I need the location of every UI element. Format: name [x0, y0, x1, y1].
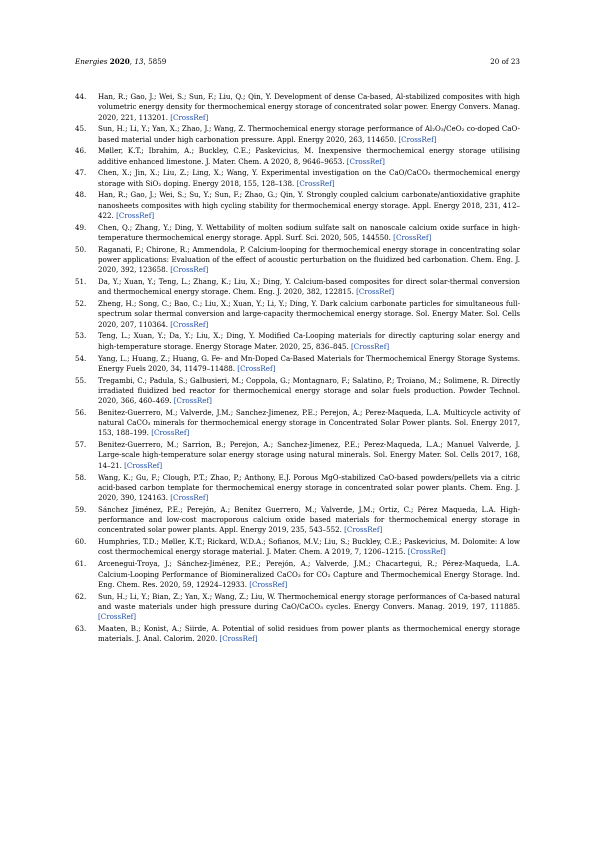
reference-number: 48. — [75, 190, 87, 200]
journal-volume: 13 — [134, 57, 144, 66]
reference-body: Sun, H.; Li, Y.; Yan, X.; Zhao, J.; Wang, Z. Thermochemical energy storage performance of Al₂O₃/CeO₂ co-doped CaO-based material under high carbonation pressure. Appl. Energy 2020, 263, 114650. — [98, 124, 520, 144]
crossref-link[interactable]: [CrossRef] — [237, 363, 276, 373]
crossref-link[interactable]: [CrossRef] — [398, 134, 437, 144]
crossref-link[interactable]: [CrossRef] — [151, 428, 190, 438]
reference-body: Benitez-Guerrero, M.; Valverde, J.M.; Sanchez-Jimenez, P.E.; Perejon, A.; Perez-Maqueda, L.A. Multicycle activity of natural CaCO₃ minerals for thermochemical energy storage in Concentrated Solar Power plants. Sol. Energy 2017, 153, 188–199. — [98, 407, 520, 438]
reference-text — [98, 440, 520, 471]
reference-text — [98, 592, 520, 623]
reference-text — [98, 245, 520, 276]
reference-number: 58. — [75, 472, 87, 482]
reference-text — [98, 559, 520, 590]
reference-body: Benitez-Guerrero, M.; Sarrion, B.; Perejon, A.; Sanchez-Jimenez, P.E.; Perez-Maqueda, L.A.; Manuel Valverde, J. Large-scale high-temperature solar energy storage using natural minerals. Sol. Energy Mater. Sol. Cells 2017, 168, 14–21. — [98, 440, 520, 470]
crossref-link[interactable]: [CrossRef] — [346, 156, 385, 166]
reference-item — [75, 223, 520, 244]
reference-number: 56. — [75, 407, 87, 417]
reference-text — [98, 505, 520, 536]
crossref-link[interactable]: [CrossRef] — [124, 460, 163, 470]
journal-year: 2020 — [109, 57, 130, 66]
reference-text — [98, 146, 520, 167]
reference-text — [98, 408, 520, 439]
crossref-link[interactable]: [CrossRef] — [407, 547, 446, 557]
reference-body: Zheng, H.; Song, C.; Bao, C.; Liu, X.; Xuan, Y.; Li, Y.; Ding, Y. Dark calcium carbonate particles for simultaneous full-spectrum solar thermal conversion and large-capacity thermochemical energy storage. Sol. Energy Mater. Sol. Cells 2020, 207, 110364. — [98, 299, 520, 329]
reference-number: 51. — [75, 277, 87, 287]
page-header — [75, 57, 520, 69]
reference-text — [98, 537, 520, 558]
reference-text — [98, 223, 520, 244]
reference-number: 63. — [75, 623, 87, 633]
reference-number: 62. — [75, 591, 87, 601]
reference-number: 46. — [75, 146, 87, 156]
reference-body: Humphries, T.D.; Møller, K.T.; Rickard, W.D.A.; Sofianos, M.V.; Liu, S.; Buckley, C.E.; Paskevicius, M. Dolomite: A low cost thermochemical energy storage material. J. Mater. Chem. A 2019, 7, 1206–1215. — [98, 537, 520, 557]
reference-text — [98, 624, 520, 645]
reference-number: 59. — [75, 504, 87, 514]
reference-item — [75, 146, 520, 167]
crossref-link[interactable]: [CrossRef] — [98, 612, 137, 622]
reference-item — [75, 592, 520, 623]
reference-item — [75, 376, 520, 407]
crossref-link[interactable]: [CrossRef] — [173, 396, 212, 406]
crossref-link[interactable]: [CrossRef] — [351, 341, 390, 351]
crossref-link[interactable]: [CrossRef] — [296, 178, 335, 188]
reference-body: Arcenegui-Troya, J.; Sánchez-Jiménez, P.E.; Perejón, A.; Valverde, J.M.; Chacartegui, R.; Pérez-Maqueda, L.A. Calcium-Looping Performance of Biomineralized CaCO₃ for CO₂ Capture and Thermochemical Energy Storage. Ind. Eng. Chem. Res. 2020, 59, 12924–12933. — [98, 559, 520, 589]
reference-number: 57. — [75, 440, 87, 450]
reference-body: Raganati, F.; Chirone, R.; Ammendola, P. Calcium-looping for thermochemical energy storage in concentrating solar power applications: Evaluation of the effect of acoustic perturbation on the fluidized bed carbonation. Chem. Eng. J. 2020, 392, 123658. — [98, 244, 520, 275]
reference-item — [75, 331, 520, 352]
journal-citation: Energies 2020, 13, 5859 — [75, 57, 167, 66]
reference-list — [75, 92, 520, 646]
reference-text — [98, 376, 520, 407]
crossref-link[interactable]: [CrossRef] — [344, 525, 383, 535]
reference-number: 45. — [75, 124, 87, 134]
reference-body: Tregambi, C.; Padula, S.; Galbusieri, M.; Coppola, G.; Montagnaro, F.; Salatino, P.; Troiano, M.; Solimene, R. Directly irradiated fluidized bed reactor for thermochemical energy storage and solar fuels production. Powder Technol. 2020, 366, 460–469. — [98, 375, 520, 406]
reference-item — [75, 92, 520, 123]
reference-body: Chen, X.; Jin, X.; Liu, Z.; Ling, X.; Wang, Y. Experimental investigation on the CaO/CaCO₃ thermochemical energy storage with SiO₂ doping. Energy 2018, 155, 128–138. — [98, 168, 520, 188]
crossref-link[interactable]: [CrossRef] — [249, 579, 288, 589]
reference-item — [75, 354, 520, 375]
crossref-link[interactable]: [CrossRef] — [170, 319, 209, 329]
reference-item — [75, 245, 520, 276]
reference-number: 60. — [75, 537, 87, 547]
crossref-link[interactable]: [CrossRef] — [356, 287, 395, 297]
reference-number: 54. — [75, 353, 87, 363]
reference-item — [75, 505, 520, 536]
reference-number: 53. — [75, 331, 87, 341]
reference-text — [98, 299, 520, 330]
reference-body: Teng, L.; Xuan, Y.; Da, Y.; Liu, X.; Ding, Y. Modified Ca-Looping materials for directly capturing solar energy and high-temperature storage. Energy Storage Mater. 2020, 25, 836–845. — [98, 331, 520, 351]
reference-text — [98, 124, 520, 145]
reference-number: 61. — [75, 559, 87, 569]
reference-number: 49. — [75, 222, 87, 232]
reference-body: Chen, Q.; Zhang, Y.; Ding, Y. Wettability of molten sodium sulfate salt on nanoscale calcium oxide surface in high-temperature thermochemical energy storage. Appl. Surf. Sci. 2020, 505, 144550. — [98, 222, 520, 243]
reference-body: Han, R.; Gao, J.; Wei, S.; Sun, F.; Liu, Q.; Qin, Y. Development of dense Ca-based, Al-stabilized composites with high volumetric energy density for thermochemical energy storage of concentrated solar power. Energy Convers. Manag. 2020, 221, 113201. — [98, 92, 520, 122]
reference-item — [75, 408, 520, 439]
crossref-link[interactable]: [CrossRef] — [219, 634, 258, 644]
reference-item — [75, 190, 520, 221]
reference-item — [75, 624, 520, 645]
reference-body: Møller, K.T.; Ibrahim, A.; Buckley, C.E.; Paskevicius, M. Inexpensive thermochemical energy storage utilising additive enhanced limestone. J. Mater. Chem. A 2020, 8, 9646–9653. — [98, 146, 520, 166]
reference-item — [75, 537, 520, 558]
reference-body: Han, R.; Gao, J.; Wei, S.; Su, Y.; Sun, F.; Zhao, G.; Qin, Y. Strongly coupled calcium carbonate/antioxidative graphite nanosheets composites with high cycling stability for thermochemical energy storage. Appl. Energy 2018, 231, 412–422. — [98, 190, 520, 221]
crossref-link[interactable]: [CrossRef] — [393, 233, 432, 243]
reference-item — [75, 168, 520, 189]
reference-text — [98, 331, 520, 352]
reference-item — [75, 277, 520, 298]
reference-text — [98, 190, 520, 221]
reference-number: 55. — [75, 375, 87, 385]
reference-text — [98, 92, 520, 123]
reference-number: 50. — [75, 244, 87, 254]
reference-number: 52. — [75, 299, 87, 309]
reference-item — [75, 473, 520, 504]
crossref-link[interactable]: [CrossRef] — [170, 112, 209, 122]
reference-item — [75, 559, 520, 590]
journal-name: Energies — [75, 57, 108, 66]
page-number: 20 of 23 — [490, 57, 520, 66]
journal-article: 5859 — [148, 57, 167, 66]
crossref-link[interactable]: [CrossRef] — [170, 265, 209, 275]
reference-item — [75, 124, 520, 145]
reference-text — [98, 354, 520, 375]
reference-body: Maaten, B.; Konist, A.; Siirde, A. Potential of solid residues from power plants as thermochemical energy storage materials. J. Anal. Calorim. 2020. — [98, 623, 520, 644]
crossref-link[interactable]: [CrossRef] — [170, 493, 209, 503]
reference-text — [98, 277, 520, 298]
reference-body: Wang, K.; Gu, F.; Clough, P.T.; Zhao, P.; Anthony, E.J. Porous MgO-stabilized CaO-based powders/pellets via a citric acid-based carbon template for thermochemical energy storage in concentrated solar power plants. Chem. Eng. J. 2020, 390, 124163. — [98, 472, 520, 503]
reference-number: 47. — [75, 168, 87, 178]
reference-body: Da, Y.; Xuan, Y.; Teng, L.; Zhang, K.; Liu, X.; Ding, Y. Calcium-based composites for direct solar-thermal conversion and thermochemical energy storage. Chem. Eng. J. 2020, 382, 122815. — [98, 277, 520, 297]
reference-body: Sánchez Jiménez, P.E.; Perejón, A.; Benítez Guerrero, M.; Valverde, J.M.; Ortiz, C.; Pérez Maqueda, L.A. High-performance and low-cost macroporous calcium oxide based materials for thermochemical energy storage in concentrated solar power plants. Appl. Energy 2019, 235, 543–552. — [98, 504, 520, 535]
crossref-link[interactable]: [CrossRef] — [116, 211, 155, 221]
reference-body: Yang, L.; Huang, Z.; Huang, G. Fe- and Mn-Doped Ca-Based Materials for Thermochemical Energy Storage Systems. Energy Fuels 2020, 34, 11479–11488. — [98, 353, 520, 373]
reference-text — [98, 168, 520, 189]
reference-item — [75, 440, 520, 471]
reference-number: 44. — [75, 92, 87, 101]
reference-text — [98, 473, 520, 504]
reference-item — [75, 299, 520, 330]
reference-body: Sun, H.; Li, Y.; Bian, Z.; Yan, X.; Wang, Z.; Liu, W. Thermochemical energy storage performances of Ca-based natural and waste materials under high pressure during CaO/CaCO₃ cycles. Energy Convers. Manag. 2019, 197, 111885. — [98, 591, 520, 611]
